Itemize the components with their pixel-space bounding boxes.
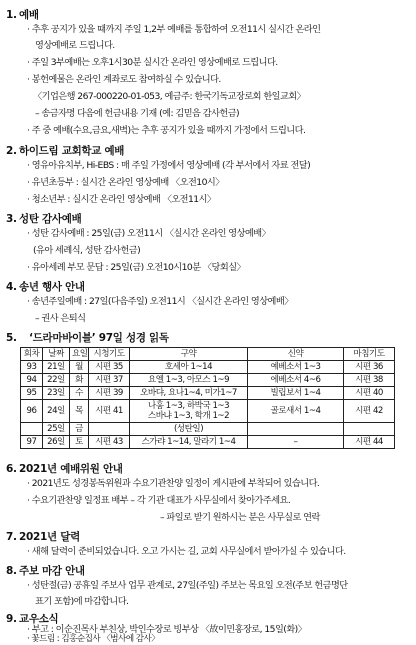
cell: 93	[21, 361, 43, 374]
christmas-line-3: · 유아세례 부모 문답 : 25일(금) 오전10시10분 〈당회실〉	[27, 262, 246, 273]
table-row	[21, 436, 395, 449]
cell: 시편 41	[89, 400, 130, 423]
section-title-christmas: 3. 성탄 감사예배	[6, 213, 82, 225]
cell: 시편 40	[344, 387, 395, 400]
section-title-bulletin-deadline: 8. 주보 마감 안내	[6, 565, 85, 577]
col-header-opening-prayer: 시청기도	[89, 348, 130, 361]
col-header-closing-prayer: 마침기도	[344, 348, 395, 361]
cell: 시편 44	[344, 436, 395, 449]
cell-line: 스바냐 1~3, 학개 1~2	[147, 411, 230, 421]
cell: 시편 38	[344, 374, 395, 387]
calendar-line-1: · 새해 달력이 준비되었습니다. 오고 가시는 길, 교회 사무실에서 받아가실 수 있습니다.	[27, 546, 346, 557]
cell: 24일	[43, 400, 70, 423]
worship-line-7: · 주 중 예배(수요,금요,새벽)는 추후 공지가 있을 때까지 가정에서 드립니다.	[27, 125, 306, 136]
cell: 목	[70, 400, 89, 423]
bible-reading-table	[20, 347, 395, 449]
cell: 시편 37	[89, 374, 130, 387]
cell: (성탄일)	[130, 423, 248, 436]
cell	[344, 423, 395, 436]
deadline-line-1: · 성탄절(금) 공휴일 주보사 업무 관계로, 27일(주일) 주보는 목요일 오전(주보 헌금명단	[27, 580, 348, 591]
worship-line-4: · 봉헌예물은 온라인 계좌로도 참여하실 수 있습니다.	[27, 74, 221, 85]
committee-line-1: · 2021년도 성경봉독위원과 수요기관찬양 일정이 게시판에 부착되어 있습니다.	[27, 478, 320, 489]
table-row	[21, 400, 395, 423]
cell-old-testament-two-line	[130, 400, 248, 423]
account-info: 〈기업은행 267-000220-01-053, 예금주: 한국기독교장로회 한일교회〉	[33, 91, 306, 102]
cell	[21, 423, 43, 436]
cell: 97	[21, 436, 43, 449]
col-header-date: 날짜	[43, 348, 70, 361]
cell: –	[248, 436, 344, 449]
school-line-2: · 유년초등부 : 실시간 온라인 영상예배 〈오전10시〉	[27, 177, 224, 188]
section-title-calendar: 7. 2021년 달력	[6, 531, 80, 543]
cell	[89, 423, 130, 436]
cell: 21일	[43, 361, 70, 374]
cell: 26일	[43, 436, 70, 449]
school-line-3: · 청소년부 : 실시간 온라인 영상예배 〈오전11시〉	[27, 194, 216, 205]
cell: 금	[70, 423, 89, 436]
section-title-member-news: 9. 교우소식	[6, 613, 59, 625]
cell: 오바댜, 요나1~4, 미가1~7	[130, 387, 248, 400]
committee-line-3: – 파일로 받기 원하시는 분은 사무실로 연락	[160, 512, 320, 523]
section-title-church-school: 2. 하이드림 교회학교 예배	[6, 145, 125, 157]
table-header-row	[21, 348, 395, 361]
christmas-line-1: · 성탄 감사예배 : 25일(금) 오전11시 〈실시간 온라인 영상예배〉	[27, 228, 271, 239]
section-title-bible-reading: 5. ‘드라마바이블’ 97일 성경 읽독	[6, 332, 169, 344]
cell: 요엘 1~3, 아모스 1~9	[130, 374, 248, 387]
cell: 시편 39	[89, 387, 130, 400]
news-line-1: · 부고 : 이순진목사 부친상, 박인수장로 빙부상 〈故이민홍장로, 15일(화)〉	[27, 624, 307, 635]
cell: 에베소서 4~6	[248, 374, 344, 387]
table-row	[21, 361, 395, 374]
table-row	[21, 374, 395, 387]
col-header-old-testament: 구약	[130, 348, 248, 361]
section-title-year-end: 4. 송년 행사 안내	[6, 281, 85, 293]
cell: 시편 42	[344, 400, 395, 423]
worship-line-2: 영상예배로 드립니다.	[35, 40, 115, 51]
school-line-1: · 영유아유치부, Hi-EBS : 매 주일 가정에서 영상예배 (각 부서에서 자료 전달)	[27, 160, 311, 171]
cell: 96	[21, 400, 43, 423]
remittance-note: – 송금자명 다음에 헌금내용 기재 (예: 김믿음 감사헌금)	[35, 108, 240, 119]
section-title-worship-committee: 6. 2021년 예배위원 안내	[6, 463, 123, 475]
cell: 수	[70, 387, 89, 400]
cell: 시편 43	[89, 436, 130, 449]
cell: 빌립보서 1~4	[248, 387, 344, 400]
cell: 화	[70, 374, 89, 387]
table-row	[21, 423, 395, 436]
cell-line: 나훔 1~3, 하박국 1~3	[147, 401, 230, 411]
year-end-line-1: · 송년주일예배 : 27일(다음주일) 오전11시 〈실시간 온라인 영상예배〉	[27, 296, 293, 307]
news-line-2: · 꽃드림 : 김홍순집사 〈범사에 감사〉	[27, 634, 160, 644]
cell: 월	[70, 361, 89, 374]
cell: 시편 36	[344, 361, 395, 374]
cell: 94	[21, 374, 43, 387]
col-header-new-testament: 신약	[248, 348, 344, 361]
cell: 토	[70, 436, 89, 449]
section-title-worship: 1. 예배	[6, 9, 39, 21]
cell	[248, 423, 344, 436]
christmas-line-2: (유아 세례식, 성탄 감사헌금)	[33, 245, 141, 256]
cell: 시편 35	[89, 361, 130, 374]
committee-line-2: · 수요기관찬양 일정표 배부 – 각 기관 대표가 사무실에서 찾아가주세요.	[27, 495, 291, 506]
year-end-line-2: – 권사 은퇴식	[35, 313, 86, 324]
cell: 호세아 1~14	[130, 361, 248, 374]
cell: 25일	[43, 423, 70, 436]
cell: 22일	[43, 374, 70, 387]
cell: 예베소서 1~3	[248, 361, 344, 374]
cell: 스가랴 1~14, 말라기 1~4	[130, 436, 248, 449]
table-row	[21, 387, 395, 400]
cell: 23일	[43, 387, 70, 400]
cell: 골로새서 1~4	[248, 400, 344, 423]
cell: 95	[21, 387, 43, 400]
worship-line-1: · 추후 공지가 있을 때까지 주일 1,2부 예배를 통합하여 오전11시 실시간 온라인	[27, 24, 321, 35]
col-header-session: 회차	[21, 348, 43, 361]
deadline-line-2: 표기 포함)에 마감합니다.	[35, 596, 129, 607]
col-header-day: 요일	[70, 348, 89, 361]
worship-line-3: · 주일 3부예배는 오후1시30분 실시간 온라인 영상예배로 드립니다.	[27, 57, 278, 68]
